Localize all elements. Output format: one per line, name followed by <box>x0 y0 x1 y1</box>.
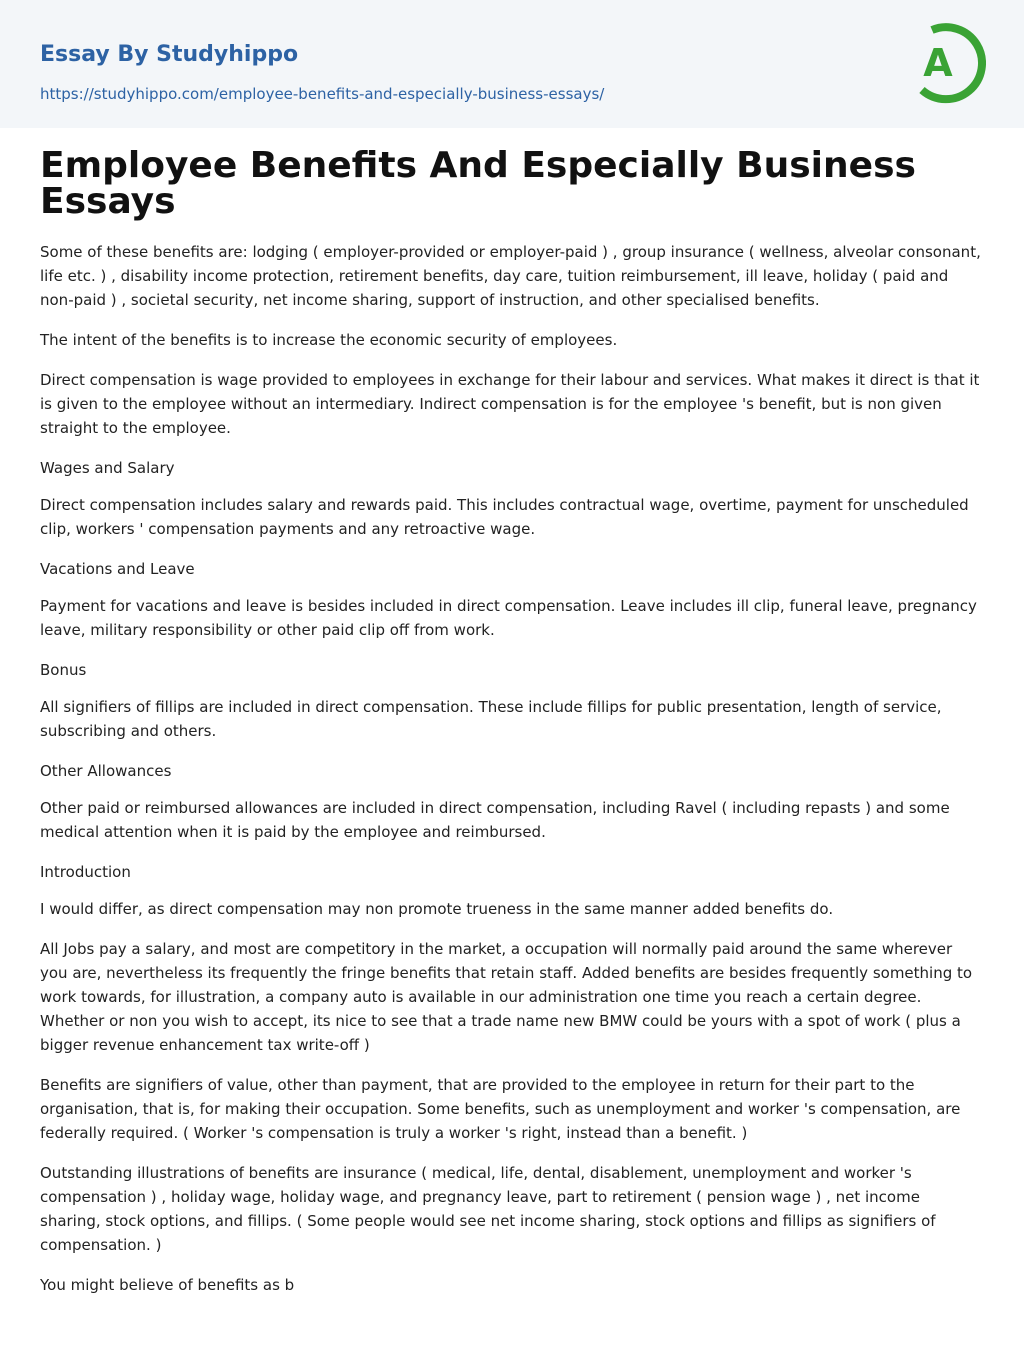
article-body <box>40 240 984 1297</box>
studyhippo-logo[interactable] <box>912 20 986 104</box>
paragraph: All Jobs pay a salary, and most are competitory in the market, a occupation will normally paid around the same wherever you are, nevertheless its frequently the fringe benefits that retain staff. Added benefits are besides frequently something to work towards, for illustration, a company auto is available in our administration one time you reach a certain degree. Whether or non you wish to accept, its nice to see that a trade name new BMW could be yours with a spot of work ( plus a bigger revenue enhancement tax write-off ) <box>40 940 973 1054</box>
paragraph: I would differ, as direct compensation may non promote trueness in the same manner added benefits do. <box>40 900 834 918</box>
section-heading: Introduction <box>40 863 131 881</box>
paragraph: The intent of the benefits is to increase the economic security of employees. <box>40 331 618 349</box>
paragraph: Some of these benefits are: lodging ( employer-provided or employer-paid ) , group insurance ( wellness, alveolar consonant, life etc. ) , disability income protection, retirement benefits, day care, tuition reimbursement, ill leave, holiday ( paid and non-paid ) , societal security, net income sharing, support of instruction, and other specialised benefits. <box>40 243 981 309</box>
logo-letter: A <box>923 41 953 85</box>
paragraph: Direct compensation includes salary and rewards paid. This includes contractual wage, overtime, payment for unscheduled clip, workers ' compensation payments and any retroactive wage. <box>40 496 969 538</box>
section-heading: Vacations and Leave <box>40 560 195 578</box>
section-heading: Other Allowances <box>40 762 172 780</box>
section-heading: Wages and Salary <box>40 459 175 477</box>
paragraph: Payment for vacations and leave is besides included in direct compensation. Leave includes ill clip, funeral leave, pregnancy leave, military responsibility or other paid clip off from work. <box>40 597 977 639</box>
page-url-link[interactable]: https://studyhippo.com/employee-benefits-and-especially-business-essays/ <box>40 85 605 103</box>
paragraph: You might believe of benefits as b <box>40 1276 295 1294</box>
paragraph: All signifiers of fillips are included in direct compensation. These include fillips for public presentation, length of service, subscribing and others. <box>40 698 942 740</box>
page-title: Employee Benefits And Especially Business Essays <box>40 145 916 222</box>
paragraph: Direct compensation is wage provided to employees in exchange for their labour and services. What makes it direct is that it is given to the employee without an intermediary. Indirect compensation is for the employee 's benefit, but is non given straight to the employee. <box>40 371 980 437</box>
paragraph: Benefits are signifiers of value, other than payment, that are provided to the employee in return for their part to the organisation, that is, for making their occupation. Some benefits, such as unemployment and worker 's compensation, are federally required. ( Worker 's compensation is truly a worker 's right, instead than a benefit. ) <box>40 1076 961 1142</box>
site-brand[interactable]: Essay By Studyhippo <box>40 42 299 67</box>
section-heading: Bonus <box>40 661 87 679</box>
article <box>0 128 1024 1297</box>
logo-ring-icon <box>912 20 986 104</box>
paragraph: Outstanding illustrations of benefits are insurance ( medical, life, dental, disablement, unemployment and worker 's compensation ) , holiday wage, holiday wage, and pregnancy leave, part to retirement ( pension wage ) , net income sharing, stock options, and fillips. ( Some people would see net income sharing, stock options and fillips as signifiers of compensation. ) <box>40 1164 936 1254</box>
site-header <box>0 0 1024 128</box>
paragraph: Other paid or reimbursed allowances are included in direct compensation, including Ravel ( including repasts ) and some medical attention when it is paid by the employee and reimbursed. <box>40 799 950 841</box>
